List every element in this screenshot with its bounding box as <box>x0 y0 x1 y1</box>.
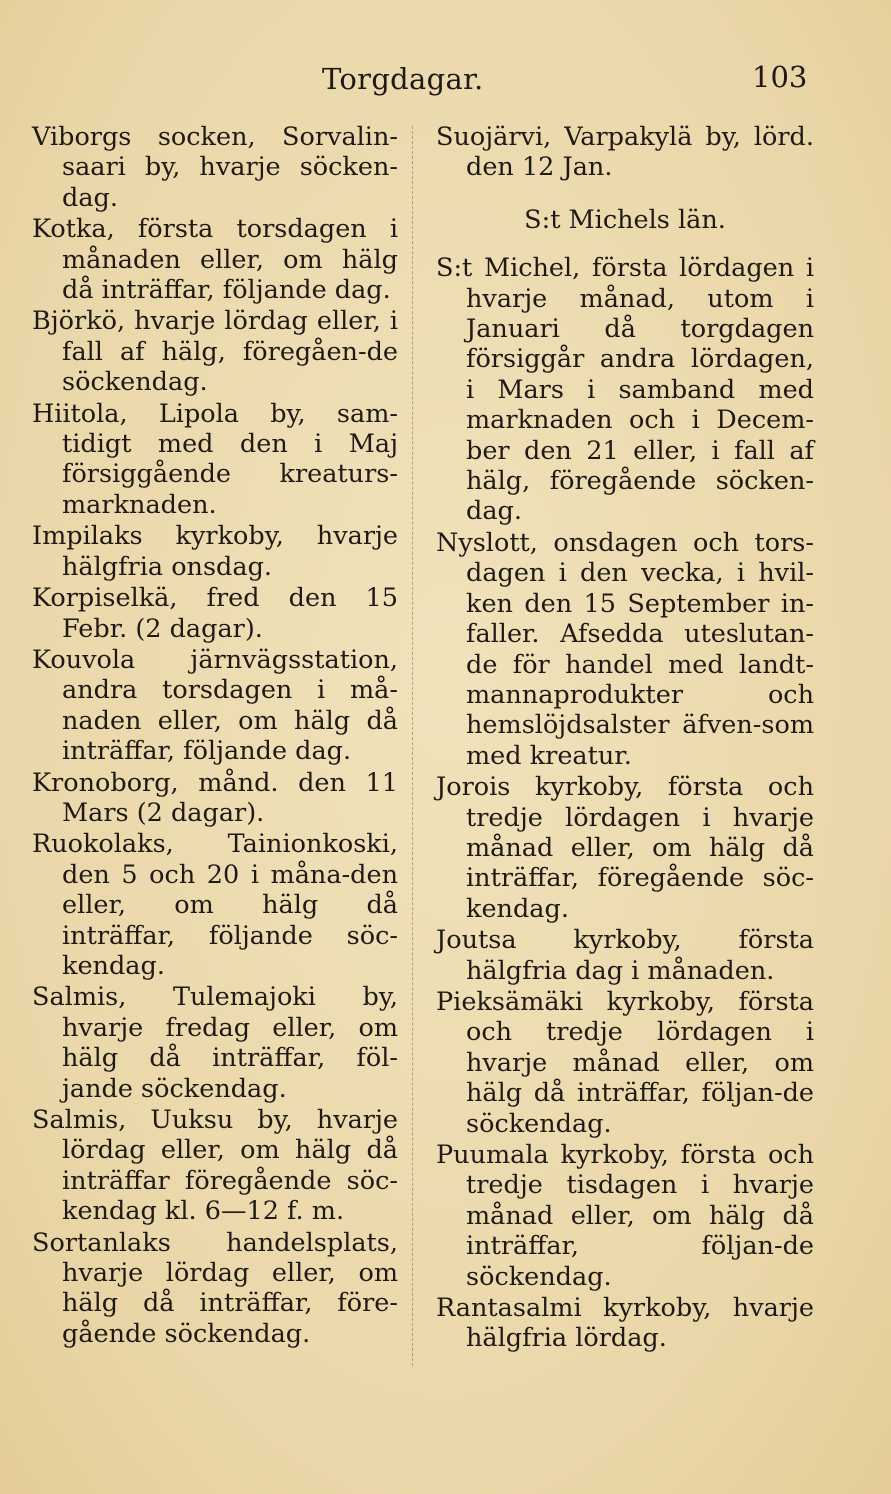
entry-viborgs: Viborgs socken, Sorvalin-saari by, hvarje söcken-dag. <box>32 122 398 213</box>
entry-sortanlaks: Sortanlaks handelsplats, hvarje lördag eller, om hälg då inträffar, före-gående söckendag. <box>32 1227 398 1349</box>
section-heading-st-michels: S:t Michels län. <box>524 204 726 235</box>
entry-puumala: Puumala kyrkoby, första och tredje tisdagen i hvarje månad eller, om hälg då inträffar, följan-de söckendag. <box>436 1140 814 1292</box>
entry-nyslott: Nyslott, onsdagen och tors-dagen i den vecka, i hvil-ken den 15 September in-faller. Afsedda uteslutan-de för handel med landt-mannaprodukter och hemslöjdsalster äfven-som med kreatur. <box>436 527 814 771</box>
entry-jorois: Jorois kyrkoby, första och tredje lördagen i hvarje månad eller, om hälg då inträffar, föregående söc-kendag. <box>436 772 814 924</box>
entry-suojarvi: Suojärvi, Varpakylä by, lörd. den 12 Jan. <box>436 122 814 183</box>
entry-ruokolaks: Ruokolaks, Tainionkoski, den 5 och 20 i måna-den eller, om hälg då inträffar, följande söc-kendag. <box>32 829 398 981</box>
entry-salmis-tulemajoki: Salmis, Tulemajoki by, hvarje fredag eller, om hälg då inträffar, föl-jande söckendag. <box>32 982 398 1104</box>
entry-pieksamaki: Pieksämäki kyrkoby, första och tredje lördagen i hvarje månad eller, om hälg då inträffar, följan-de söckendag. <box>436 986 814 1139</box>
entry-kotka: Kotka, första torsdagen i månaden eller, om hälg då inträffar, följande dag. <box>32 214 398 306</box>
entry-kronoborg: Kronoborg, månd. den 11 Mars (2 dagar). <box>32 767 398 828</box>
entry-impilaks: Impilaks kyrkoby, hvarje hälgfria onsdag. <box>32 521 398 582</box>
running-title: Torgdagar. <box>322 62 484 96</box>
entry-bjorko: Björkö, hvarje lördag eller, i fall af hälg, föregåen-de söckendag. <box>32 306 398 398</box>
entry-kouvola: Kouvola järnvägsstation, andra torsdagen i må-naden eller, om hälg då inträffar, följande dag. <box>32 644 398 767</box>
entry-joutsa: Joutsa kyrkoby, första hälgfria dag i månaden. <box>436 925 814 986</box>
page-number: 103 <box>752 60 808 94</box>
entry-rantasalmi: Rantasalmi kyrkoby, hvarje hälgfria lördag. <box>436 1293 814 1354</box>
page-header <box>0 62 891 102</box>
entry-hiitola: Hiitola, Lipola by, sam-tidigt med den i Maj försiggående kreaturs-marknaden. <box>32 398 398 520</box>
column-divider <box>412 126 413 1366</box>
entry-salmis-uuksu: Salmis, Uuksu by, hvarje lördag eller, om hälg då inträffar föregående söc-kendag kl. 6—12 f. m. <box>32 1105 398 1227</box>
right-column <box>436 122 814 1355</box>
left-column <box>32 122 398 1350</box>
entry-korpiselka: Korpiselkä, fred den 15 Febr. (2 dagar). <box>32 583 398 644</box>
entry-st-michel: S:t Michel, första lördagen i hvarje månad, utom i Januari då torgdagen försiggår andra lördagen, i Mars i samband med marknaden och i Decem-ber den 21 eller, i fall af hälg, föregående söcken-dag. <box>436 253 814 527</box>
